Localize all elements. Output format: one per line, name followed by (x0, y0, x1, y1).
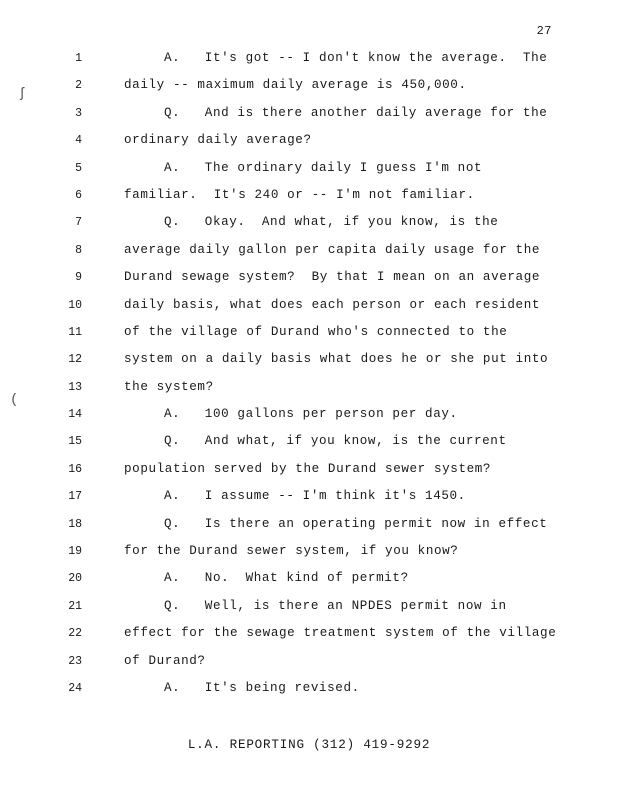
line-number: 19 (68, 545, 82, 559)
line-text: Q. Okay. And what, if you know, is the (164, 215, 499, 230)
line-text: Q. And what, if you know, is the current (164, 434, 507, 449)
transcript-lines (0, 46, 618, 703)
line-text: daily basis, what does each person or each resident (124, 297, 541, 312)
line-text: Q. Well, is there an NPDES permit now in (164, 598, 507, 613)
transcript-line (0, 101, 618, 128)
line-text: Q. And is there another daily average for the (164, 105, 548, 120)
transcript-line (0, 594, 618, 621)
line-number: 9 (75, 271, 82, 285)
line-number: 3 (75, 106, 82, 120)
transcript-line (0, 402, 618, 429)
line-number: 6 (75, 188, 82, 202)
transcript-line (0, 539, 618, 566)
reporter-footer: L.A. REPORTING (312) 419-9292 (187, 738, 431, 752)
transcript-line (0, 484, 618, 511)
line-text: familiar. It's 240 or -- I'm not familiar. (124, 187, 475, 202)
transcript-line (0, 566, 618, 593)
transcript-line (0, 676, 618, 703)
line-number: 22 (68, 627, 82, 641)
line-text: of Durand? (124, 653, 206, 668)
line-text: effect for the sewage treatment system of the village (124, 626, 557, 641)
line-text: average daily gallon per capita daily usage for the (124, 242, 541, 257)
transcript-line (0, 621, 618, 648)
line-text: for the Durand sewer system, if you know? (124, 544, 459, 559)
transcript-line (0, 347, 618, 374)
line-number: 1 (75, 52, 82, 65)
line-number: 15 (68, 435, 82, 449)
line-number: 14 (68, 408, 82, 422)
line-number: 18 (68, 517, 82, 531)
line-number: 7 (75, 216, 82, 230)
line-number: 23 (68, 654, 82, 668)
transcript-line (0, 457, 618, 484)
transcript-line (0, 73, 618, 100)
transcript-line (0, 512, 618, 539)
transcript-line (0, 375, 618, 402)
transcript-line (0, 128, 618, 155)
line-text: A. No. What kind of permit? (164, 571, 409, 586)
transcript-line (0, 210, 618, 237)
line-text: A. I assume -- I'm think it's 1450. (164, 489, 466, 504)
line-text: of the village of Durand who's connected to the (124, 324, 508, 339)
margin-mark-decorative: ( (10, 392, 19, 408)
line-number: 11 (68, 325, 82, 339)
transcript-line (0, 156, 618, 183)
line-number: 2 (75, 79, 82, 93)
line-number: 21 (68, 599, 82, 613)
line-number: 8 (75, 243, 82, 257)
transcript-line (0, 265, 618, 292)
line-number: 16 (68, 462, 82, 476)
margin-mark-decorative: ʃ (18, 86, 27, 102)
transcript-line (0, 293, 618, 320)
transcript-line (0, 320, 618, 347)
transcript-line (0, 649, 618, 676)
line-text: the system? (124, 379, 214, 394)
line-number: 13 (68, 380, 82, 394)
transcript-line (0, 238, 618, 265)
line-text: daily -- maximum daily average is 450,000. (124, 78, 467, 93)
transcript-line (0, 429, 618, 456)
line-text: ordinary daily average? (124, 133, 312, 148)
line-number: 20 (68, 572, 82, 586)
line-text: A. It's got -- I don't know the average. The (164, 51, 548, 65)
line-text: population served by the Durand sewer system? (124, 461, 492, 476)
transcript-line (0, 183, 618, 210)
line-number: 17 (68, 490, 82, 504)
line-text: A. 100 gallons per person per day. (164, 407, 458, 422)
transcript-line (0, 46, 618, 73)
line-number: 4 (75, 134, 82, 148)
line-text: Q. Is there an operating permit now in effect (164, 516, 548, 531)
line-text: A. It's being revised. (164, 680, 360, 695)
line-number: 24 (68, 681, 82, 695)
line-number: 5 (75, 161, 82, 175)
page-number: 27 (536, 24, 552, 38)
line-text: A. The ordinary daily I guess I'm not (164, 160, 483, 175)
line-number: 10 (68, 298, 82, 312)
line-text: system on a daily basis what does he or she put into (124, 352, 549, 367)
line-text: Durand sewage system? By that I mean on an average (124, 270, 541, 285)
line-number: 12 (68, 353, 82, 367)
